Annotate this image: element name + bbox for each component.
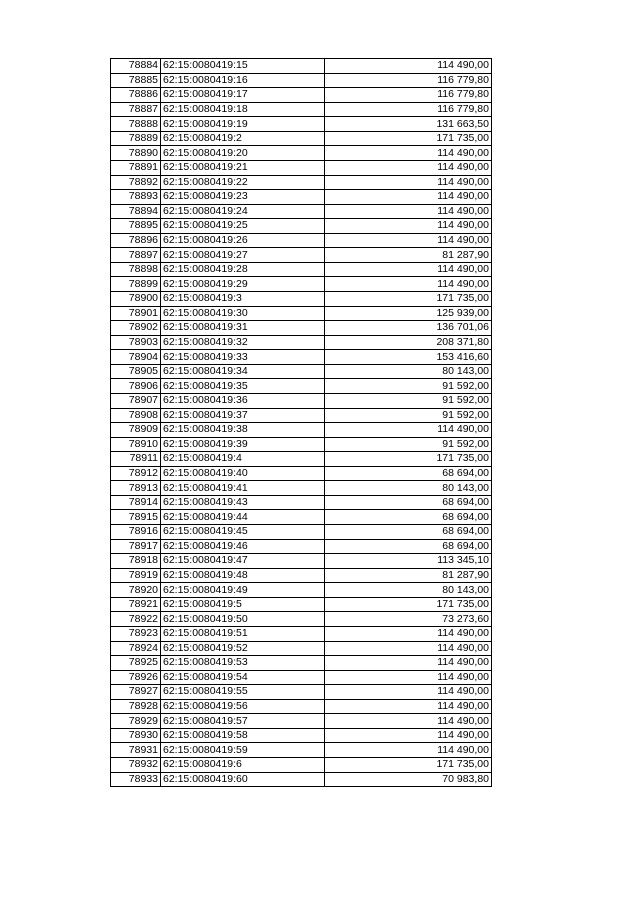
cadastral-number-cell: 62:15:0080419:29 bbox=[161, 277, 325, 292]
value-cell: 125 939,00 bbox=[325, 306, 492, 321]
value-cell: 114 490,00 bbox=[325, 190, 492, 205]
table-row bbox=[111, 350, 492, 365]
value-cell: 68 694,00 bbox=[325, 510, 492, 525]
cadastral-number-cell: 62:15:0080419:58 bbox=[161, 728, 325, 743]
cadastral-number-cell: 62:15:0080419:60 bbox=[161, 772, 325, 787]
table-row bbox=[111, 393, 492, 408]
table-row bbox=[111, 73, 492, 88]
cadastral-number-cell: 62:15:0080419:46 bbox=[161, 539, 325, 554]
value-cell: 68 694,00 bbox=[325, 495, 492, 510]
row-number-cell: 78920 bbox=[111, 583, 161, 598]
value-cell: 131 663,50 bbox=[325, 117, 492, 132]
table-row bbox=[111, 423, 492, 438]
table-row bbox=[111, 728, 492, 743]
row-number-cell: 78889 bbox=[111, 131, 161, 146]
row-number-cell: 78899 bbox=[111, 277, 161, 292]
value-cell: 171 735,00 bbox=[325, 597, 492, 612]
table-row bbox=[111, 102, 492, 117]
table-row bbox=[111, 685, 492, 700]
row-number-cell: 78923 bbox=[111, 626, 161, 641]
cadastral-number-cell: 62:15:0080419:38 bbox=[161, 423, 325, 438]
cadastral-number-cell: 62:15:0080419:16 bbox=[161, 73, 325, 88]
cadastral-number-cell: 62:15:0080419:26 bbox=[161, 233, 325, 248]
table-row bbox=[111, 88, 492, 103]
cadastral-number-cell: 62:15:0080419:20 bbox=[161, 146, 325, 161]
table-row bbox=[111, 743, 492, 758]
row-number-cell: 78931 bbox=[111, 743, 161, 758]
row-number-cell: 78898 bbox=[111, 262, 161, 277]
table-row bbox=[111, 568, 492, 583]
value-cell: 116 779,80 bbox=[325, 102, 492, 117]
row-number-cell: 78888 bbox=[111, 117, 161, 132]
value-cell: 116 779,80 bbox=[325, 88, 492, 103]
value-cell: 81 287,90 bbox=[325, 248, 492, 263]
row-number-cell: 78924 bbox=[111, 641, 161, 656]
cadastral-number-cell: 62:15:0080419:34 bbox=[161, 364, 325, 379]
cadastral-number-cell: 62:15:0080419:27 bbox=[161, 248, 325, 263]
row-number-cell: 78929 bbox=[111, 714, 161, 729]
table-row bbox=[111, 277, 492, 292]
table-row bbox=[111, 583, 492, 598]
row-number-cell: 78892 bbox=[111, 175, 161, 190]
value-cell: 114 490,00 bbox=[325, 714, 492, 729]
value-cell: 114 490,00 bbox=[325, 233, 492, 248]
cadastral-number-cell: 62:15:0080419:50 bbox=[161, 612, 325, 627]
cadastral-number-cell: 62:15:0080419:56 bbox=[161, 699, 325, 714]
table-row bbox=[111, 292, 492, 307]
table-row bbox=[111, 190, 492, 205]
table-row bbox=[111, 262, 492, 277]
cadastral-number-cell: 62:15:0080419:31 bbox=[161, 321, 325, 336]
cadastral-number-cell: 62:15:0080419:33 bbox=[161, 350, 325, 365]
cadastral-number-cell: 62:15:0080419:45 bbox=[161, 525, 325, 540]
row-number-cell: 78911 bbox=[111, 452, 161, 467]
cadastral-number-cell: 62:15:0080419:57 bbox=[161, 714, 325, 729]
value-cell: 114 490,00 bbox=[325, 641, 492, 656]
row-number-cell: 78904 bbox=[111, 350, 161, 365]
row-number-cell: 78903 bbox=[111, 335, 161, 350]
table-row bbox=[111, 539, 492, 554]
table-row bbox=[111, 131, 492, 146]
cadastral-number-cell: 62:15:0080419:35 bbox=[161, 379, 325, 394]
cadastral-number-cell: 62:15:0080419:43 bbox=[161, 495, 325, 510]
value-cell: 116 779,80 bbox=[325, 73, 492, 88]
cadastral-number-cell: 62:15:0080419:53 bbox=[161, 656, 325, 671]
table-row bbox=[111, 670, 492, 685]
cadastral-number-cell: 62:15:0080419:3 bbox=[161, 292, 325, 307]
value-cell: 114 490,00 bbox=[325, 743, 492, 758]
table-row bbox=[111, 714, 492, 729]
cadastral-number-cell: 62:15:0080419:52 bbox=[161, 641, 325, 656]
table-row bbox=[111, 59, 492, 74]
row-number-cell: 78930 bbox=[111, 728, 161, 743]
value-cell: 171 735,00 bbox=[325, 131, 492, 146]
value-cell: 91 592,00 bbox=[325, 437, 492, 452]
cadastral-number-cell: 62:15:0080419:59 bbox=[161, 743, 325, 758]
cadastral-number-cell: 62:15:0080419:51 bbox=[161, 626, 325, 641]
table-row bbox=[111, 146, 492, 161]
row-number-cell: 78897 bbox=[111, 248, 161, 263]
cadastral-number-cell: 62:15:0080419:40 bbox=[161, 466, 325, 481]
value-cell: 114 490,00 bbox=[325, 685, 492, 700]
value-cell: 153 416,60 bbox=[325, 350, 492, 365]
table-row bbox=[111, 481, 492, 496]
value-cell: 68 694,00 bbox=[325, 525, 492, 540]
value-cell: 91 592,00 bbox=[325, 379, 492, 394]
value-cell: 114 490,00 bbox=[325, 59, 492, 74]
table-row bbox=[111, 758, 492, 773]
value-cell: 80 143,00 bbox=[325, 583, 492, 598]
cadastral-number-cell: 62:15:0080419:32 bbox=[161, 335, 325, 350]
table-row bbox=[111, 117, 492, 132]
row-number-cell: 78907 bbox=[111, 393, 161, 408]
row-number-cell: 78896 bbox=[111, 233, 161, 248]
cadastral-number-cell: 62:15:0080419:2 bbox=[161, 131, 325, 146]
table-row bbox=[111, 335, 492, 350]
table-row bbox=[111, 437, 492, 452]
value-cell: 114 490,00 bbox=[325, 670, 492, 685]
value-cell: 114 490,00 bbox=[325, 204, 492, 219]
row-number-cell: 78908 bbox=[111, 408, 161, 423]
row-number-cell: 78894 bbox=[111, 204, 161, 219]
cadastral-number-cell: 62:15:0080419:22 bbox=[161, 175, 325, 190]
row-number-cell: 78932 bbox=[111, 758, 161, 773]
row-number-cell: 78912 bbox=[111, 466, 161, 481]
table-row bbox=[111, 495, 492, 510]
row-number-cell: 78905 bbox=[111, 364, 161, 379]
table-row bbox=[111, 321, 492, 336]
table-row bbox=[111, 233, 492, 248]
cadastral-number-cell: 62:15:0080419:54 bbox=[161, 670, 325, 685]
table-row bbox=[111, 204, 492, 219]
table-row bbox=[111, 612, 492, 627]
cadastral-number-cell: 62:15:0080419:18 bbox=[161, 102, 325, 117]
row-number-cell: 78919 bbox=[111, 568, 161, 583]
row-number-cell: 78917 bbox=[111, 539, 161, 554]
table-row bbox=[111, 626, 492, 641]
row-number-cell: 78915 bbox=[111, 510, 161, 525]
value-cell: 80 143,00 bbox=[325, 364, 492, 379]
cadastral-number-cell: 62:15:0080419:17 bbox=[161, 88, 325, 103]
value-cell: 171 735,00 bbox=[325, 292, 492, 307]
row-number-cell: 78913 bbox=[111, 481, 161, 496]
table-row bbox=[111, 510, 492, 525]
table-row bbox=[111, 554, 492, 569]
value-cell: 114 490,00 bbox=[325, 728, 492, 743]
value-cell: 91 592,00 bbox=[325, 393, 492, 408]
value-cell: 114 490,00 bbox=[325, 175, 492, 190]
row-number-cell: 78886 bbox=[111, 88, 161, 103]
row-number-cell: 78893 bbox=[111, 190, 161, 205]
row-number-cell: 78928 bbox=[111, 699, 161, 714]
value-cell: 114 490,00 bbox=[325, 656, 492, 671]
table-row bbox=[111, 175, 492, 190]
row-number-cell: 78916 bbox=[111, 525, 161, 540]
cadastral-number-cell: 62:15:0080419:28 bbox=[161, 262, 325, 277]
table-row bbox=[111, 772, 492, 787]
table-row bbox=[111, 699, 492, 714]
row-number-cell: 78890 bbox=[111, 146, 161, 161]
table-row bbox=[111, 466, 492, 481]
cadastral-number-cell: 62:15:0080419:44 bbox=[161, 510, 325, 525]
value-cell: 208 371,80 bbox=[325, 335, 492, 350]
cadastral-number-cell: 62:15:0080419:55 bbox=[161, 685, 325, 700]
row-number-cell: 78921 bbox=[111, 597, 161, 612]
cadastral-number-cell: 62:15:0080419:6 bbox=[161, 758, 325, 773]
value-cell: 136 701,06 bbox=[325, 321, 492, 336]
cadastral-number-cell: 62:15:0080419:48 bbox=[161, 568, 325, 583]
row-number-cell: 78909 bbox=[111, 423, 161, 438]
cadastral-number-cell: 62:15:0080419:47 bbox=[161, 554, 325, 569]
row-number-cell: 78910 bbox=[111, 437, 161, 452]
value-cell: 68 694,00 bbox=[325, 539, 492, 554]
value-cell: 68 694,00 bbox=[325, 466, 492, 481]
cadastral-number-cell: 62:15:0080419:25 bbox=[161, 219, 325, 234]
row-number-cell: 78891 bbox=[111, 160, 161, 175]
value-cell: 114 490,00 bbox=[325, 146, 492, 161]
cadastral-number-cell: 62:15:0080419:19 bbox=[161, 117, 325, 132]
table-row bbox=[111, 452, 492, 467]
table-row bbox=[111, 364, 492, 379]
row-number-cell: 78901 bbox=[111, 306, 161, 321]
value-cell: 114 490,00 bbox=[325, 219, 492, 234]
value-cell: 114 490,00 bbox=[325, 262, 492, 277]
row-number-cell: 78926 bbox=[111, 670, 161, 685]
table-row bbox=[111, 597, 492, 612]
value-cell: 114 490,00 bbox=[325, 626, 492, 641]
table-row bbox=[111, 248, 492, 263]
row-number-cell: 78906 bbox=[111, 379, 161, 394]
cadastral-number-cell: 62:15:0080419:23 bbox=[161, 190, 325, 205]
table-row bbox=[111, 219, 492, 234]
value-cell: 80 143,00 bbox=[325, 481, 492, 496]
value-cell: 81 287,90 bbox=[325, 568, 492, 583]
cadastral-number-cell: 62:15:0080419:24 bbox=[161, 204, 325, 219]
row-number-cell: 78922 bbox=[111, 612, 161, 627]
row-number-cell: 78900 bbox=[111, 292, 161, 307]
table-row bbox=[111, 160, 492, 175]
cadastral-number-cell: 62:15:0080419:15 bbox=[161, 59, 325, 74]
value-cell: 114 490,00 bbox=[325, 423, 492, 438]
row-number-cell: 78927 bbox=[111, 685, 161, 700]
row-number-cell: 78918 bbox=[111, 554, 161, 569]
value-cell: 70 983,80 bbox=[325, 772, 492, 787]
value-cell: 114 490,00 bbox=[325, 699, 492, 714]
table-row bbox=[111, 641, 492, 656]
table-row bbox=[111, 408, 492, 423]
row-number-cell: 78887 bbox=[111, 102, 161, 117]
table-row bbox=[111, 656, 492, 671]
document-page bbox=[110, 58, 491, 787]
value-cell: 113 345,10 bbox=[325, 554, 492, 569]
row-number-cell: 78925 bbox=[111, 656, 161, 671]
row-number-cell: 78914 bbox=[111, 495, 161, 510]
cadastral-number-cell: 62:15:0080419:5 bbox=[161, 597, 325, 612]
row-number-cell: 78895 bbox=[111, 219, 161, 234]
value-cell: 73 273,60 bbox=[325, 612, 492, 627]
row-number-cell: 78902 bbox=[111, 321, 161, 336]
table-row bbox=[111, 306, 492, 321]
table-row bbox=[111, 379, 492, 394]
row-number-cell: 78933 bbox=[111, 772, 161, 787]
cadastral-value-table bbox=[110, 58, 492, 787]
value-cell: 114 490,00 bbox=[325, 160, 492, 175]
row-number-cell: 78885 bbox=[111, 73, 161, 88]
value-cell: 171 735,00 bbox=[325, 452, 492, 467]
cadastral-number-cell: 62:15:0080419:36 bbox=[161, 393, 325, 408]
cadastral-number-cell: 62:15:0080419:37 bbox=[161, 408, 325, 423]
cadastral-number-cell: 62:15:0080419:21 bbox=[161, 160, 325, 175]
table-row bbox=[111, 525, 492, 540]
cadastral-number-cell: 62:15:0080419:39 bbox=[161, 437, 325, 452]
cadastral-number-cell: 62:15:0080419:4 bbox=[161, 452, 325, 467]
cadastral-number-cell: 62:15:0080419:30 bbox=[161, 306, 325, 321]
table-body bbox=[111, 59, 492, 787]
cadastral-number-cell: 62:15:0080419:49 bbox=[161, 583, 325, 598]
row-number-cell: 78884 bbox=[111, 59, 161, 74]
value-cell: 171 735,00 bbox=[325, 758, 492, 773]
cadastral-number-cell: 62:15:0080419:41 bbox=[161, 481, 325, 496]
value-cell: 114 490,00 bbox=[325, 277, 492, 292]
value-cell: 91 592,00 bbox=[325, 408, 492, 423]
